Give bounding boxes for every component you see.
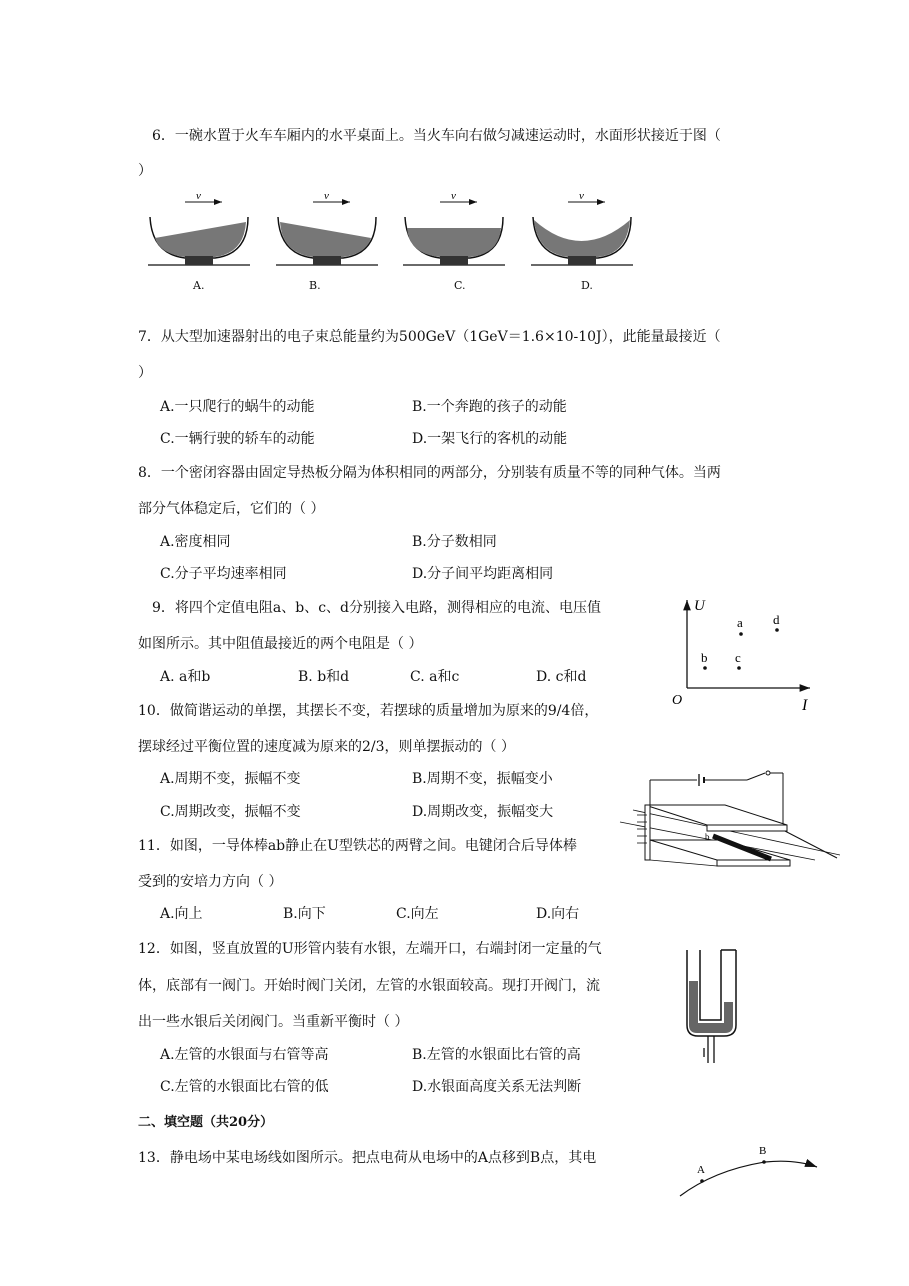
q7-text-cont: ）	[138, 365, 152, 381]
point-c	[737, 666, 741, 670]
point-d	[775, 628, 779, 632]
bowl-b	[276, 190, 378, 265]
velocity-label-d: v	[579, 190, 584, 202]
point-b	[703, 666, 707, 670]
bowl-d	[531, 190, 633, 265]
origin-label: O	[672, 693, 683, 708]
q9-option-a: A. a和b	[160, 669, 211, 685]
q13-field-line-figure	[675, 1140, 825, 1202]
q11-iron-core-figure	[615, 770, 840, 870]
q10-text-cont: 摆球经过平衡位置的速度减为原来的2/3，则单摆振动的（ ）	[138, 739, 515, 755]
velocity-label-a: v	[196, 190, 201, 202]
rod-label-a: a	[765, 852, 769, 862]
q7-option-d: D.一架飞行的客机的动能	[412, 431, 568, 447]
q11-option-d: D.向右	[536, 906, 580, 922]
q11-text-cont: 受到的安培力方向（ ）	[138, 874, 283, 890]
bowl-c	[403, 190, 505, 265]
q6-text-cont: ）	[138, 163, 152, 179]
q7-option-b: B.一个奔跑的孩子的动能	[412, 399, 567, 415]
point-B-label: B	[759, 1145, 767, 1157]
q10-option-d: D.周期改变，振幅变大	[412, 804, 554, 820]
q12-text: 12．如图，竖直放置的U形管内装有水银，左端开口，右端封闭一定量的气	[138, 941, 602, 957]
q9-option-b: B. b和d	[298, 669, 350, 685]
q9-text: 9．将四个定值电阻a、b、c、d分别接入电路，测得相应的电流、电压值	[152, 600, 602, 616]
point-B	[762, 1160, 766, 1164]
velocity-label-b: v	[324, 190, 329, 202]
q8-text-cont: 部分气体稳定后，它们的（ ）	[138, 501, 325, 517]
q9-option-c: C. a和c	[410, 669, 460, 685]
q11-text: 11．如图，一导体棒ab静止在U型铁芯的两臂之间。电键闭合后导体棒	[138, 838, 577, 854]
point-c-label: c	[735, 650, 741, 665]
q12-option-c: C.左管的水银面比右管的低	[160, 1079, 329, 1095]
q11-option-a: A.向上	[160, 906, 203, 922]
q12-text-cont: 体，底部有一阀门。开始时阀门关闭，左管的水银面较高。现打开阀门，流	[138, 978, 600, 994]
point-A	[700, 1179, 704, 1183]
q12-option-b: B.左管的水银面比右管的高	[412, 1047, 581, 1063]
bowl-a	[148, 190, 250, 265]
velocity-label-c: v	[451, 190, 456, 202]
q6-label-c: C.	[454, 279, 466, 292]
q10-option-a: A.周期不变，振幅不变	[160, 771, 301, 787]
point-b-label: b	[701, 650, 708, 665]
q6-label-a: A.	[193, 279, 205, 292]
q9-ui-graph	[668, 594, 818, 714]
point-a	[739, 632, 743, 636]
q7-option-a: A.一只爬行的蜗牛的动能	[160, 399, 315, 415]
q7-text: 7．从大型加速器射出的电子束总能量约为500GeV（1GeV＝1.6×10-10J），此能量最接近（	[138, 329, 721, 345]
q12-option-d: D.水银面高度关系无法判断	[412, 1079, 582, 1095]
rod-label-b: b	[705, 832, 710, 842]
q10-option-b: B.周期不变，振幅变小	[412, 771, 553, 787]
q8-option-c: C.分子平均速率相同	[160, 566, 287, 582]
q9-text-cont: 如图所示。其中阻值最接近的两个电阻是（ ）	[138, 636, 423, 652]
point-d-label: d	[773, 612, 780, 627]
q8-option-b: B.分子数相同	[412, 534, 497, 550]
x-axis-label: I	[802, 697, 808, 714]
q13-text: 13．静电场中某电场线如图所示。把点电荷从电场中的A点移到B点，其电	[138, 1150, 597, 1166]
q6-label-b: B.	[309, 279, 321, 292]
q8-text: 8．一个密闭容器由固定导热板分隔为体积相同的两部分，分别装有质量不等的同种气体。当两	[138, 465, 721, 481]
q8-option-a: A.密度相同	[160, 534, 231, 550]
q8-option-d: D.分子间平均距离相同	[412, 566, 554, 582]
q10-option-c: C.周期改变，振幅不变	[160, 804, 301, 820]
section-2-title: 二、填空题（共20分）	[138, 1115, 274, 1130]
q6-label-d: D.	[581, 279, 593, 292]
q10-text: 10．做简谐运动的单摆，其摆长不变，若摆球的质量增加为原来的9/4倍，	[138, 703, 599, 719]
q12-option-a: A.左管的水银面与右管等高	[160, 1047, 329, 1063]
q12-text-cont2: 出一些水银后关闭阀门。当重新平衡时（ ）	[138, 1014, 409, 1030]
point-A-label: A	[697, 1164, 705, 1176]
point-a-label: a	[737, 615, 743, 630]
q12-u-tube-figure	[680, 945, 750, 1065]
y-axis-label: U	[694, 598, 705, 614]
q7-option-c: C.一辆行驶的轿车的动能	[160, 431, 315, 447]
q11-option-c: C.向左	[396, 906, 439, 922]
q9-option-d: D. c和d	[536, 669, 587, 685]
q11-option-b: B.向下	[283, 906, 326, 922]
q6-text: 6．一碗水置于火车车厢内的水平桌面上。当火车向右做匀减速运动时，水面形状接近于图（	[152, 128, 721, 144]
